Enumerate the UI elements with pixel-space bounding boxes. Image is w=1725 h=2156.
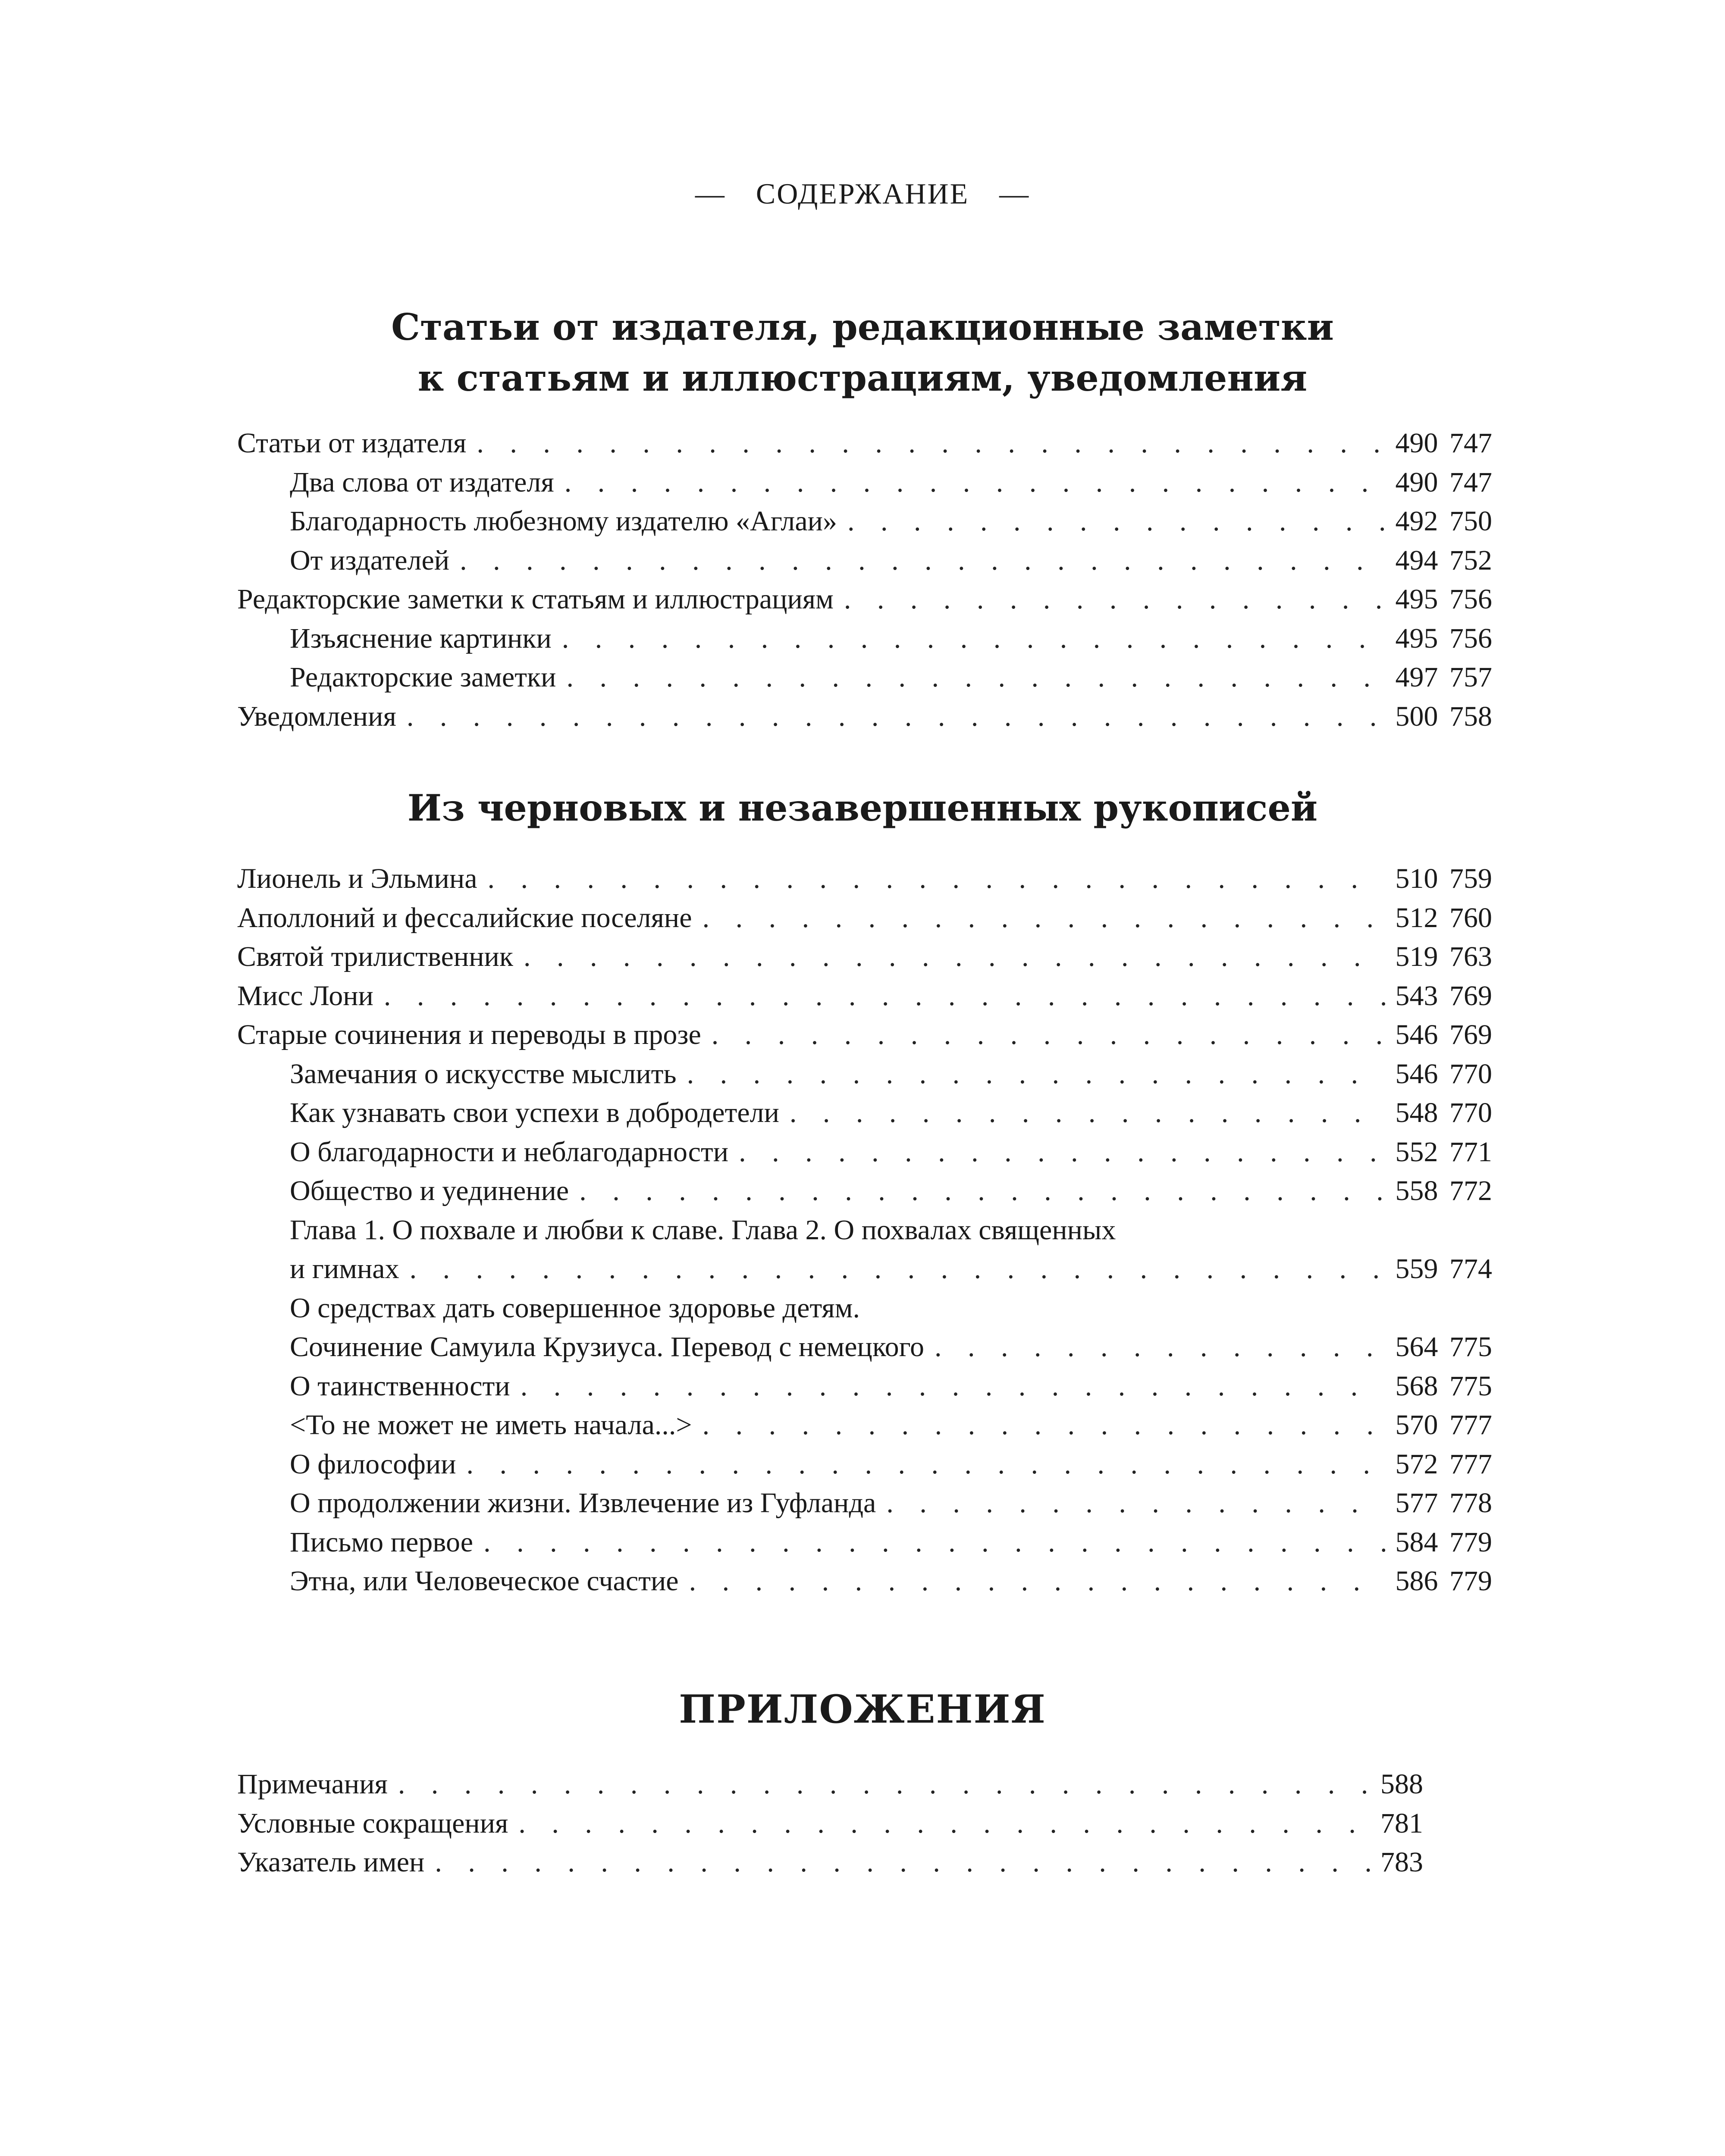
- toc-entry-pages: 495 756: [1395, 622, 1492, 654]
- dot-leader: [477, 427, 1385, 460]
- toc-entry[interactable]: [237, 1846, 1492, 1885]
- toc-entry[interactable]: [237, 1136, 1492, 1175]
- toc-entry-label: О философии: [290, 1448, 456, 1480]
- toc-entry-label: Статьи от издателя: [237, 427, 467, 459]
- toc-entry[interactable]: [237, 980, 1492, 1019]
- section1-title-line1: Статьи от издателя, редакционные заметки: [391, 306, 1334, 348]
- toc-entry[interactable]: [237, 661, 1492, 700]
- toc-entry-pages: 548 770: [1395, 1097, 1492, 1128]
- toc-entry-pages: 577 778: [1395, 1487, 1492, 1519]
- toc-entry-pages: 568 775: [1395, 1370, 1492, 1402]
- dot-leader: [566, 661, 1385, 694]
- dot-leader: [467, 1448, 1385, 1481]
- dot-leader: [518, 1807, 1370, 1840]
- dot-leader: [703, 1409, 1385, 1442]
- toc-entry[interactable]: [237, 862, 1492, 902]
- dot-leader: [524, 940, 1385, 973]
- toc-entry-label: Изъяснение картинки: [290, 622, 552, 654]
- toc-entry-label: Два слова от издателя: [290, 466, 554, 498]
- running-head-dash-left: —: [695, 177, 726, 210]
- toc-entry-pages: 586 779: [1395, 1565, 1492, 1597]
- toc-entry-pages: 494 752: [1395, 544, 1492, 576]
- toc-entry[interactable]: [237, 902, 1492, 941]
- dot-leader: [565, 466, 1385, 499]
- toc-entry-label: Общество и уединение: [290, 1175, 569, 1206]
- toc-entry-label: Аполлоний и фессалийские поселяне: [237, 902, 692, 934]
- toc-entry-label: Как узнавать свои успехи в добродетели: [290, 1097, 779, 1128]
- toc-entry-label: <То не может не иметь начала...>: [290, 1409, 692, 1441]
- dot-leader: [435, 1846, 1370, 1879]
- section1-title: [0, 302, 1725, 404]
- toc-entry[interactable]: [237, 700, 1492, 740]
- toc-entry[interactable]: [237, 1097, 1492, 1136]
- toc-entry-pages: 492 750: [1395, 505, 1492, 537]
- toc-entry-pages: 558 772: [1395, 1175, 1492, 1206]
- dot-leader: [790, 1097, 1385, 1129]
- running-head: [0, 177, 1725, 211]
- toc-entry-label: Старые сочинения и переводы в прозе: [237, 1019, 701, 1050]
- toc-entry-label: Редакторские заметки к статьям и иллюстрациям: [237, 583, 834, 615]
- toc-entry-label: Редакторские заметки: [290, 661, 556, 693]
- toc-entry-pages: 570 777: [1395, 1409, 1492, 1441]
- toc-entry[interactable]: [237, 622, 1492, 661]
- toc-entry-label: Благодарность любезному издателю «Аглаи»: [290, 505, 837, 537]
- toc-entry-label: Уведомления: [237, 700, 396, 732]
- toc-entry[interactable]: [237, 1018, 1492, 1058]
- toc-entry-label: Замечания о искусстве мыслить: [290, 1058, 677, 1090]
- section2-title: Из черновых и незавершенных рукописей: [407, 787, 1318, 829]
- toc-entry-label-line1[interactable]: Глава 1. О похвале и любви к славе. Глава 2. О похвалах священных: [290, 1214, 1116, 1246]
- dot-leader: [689, 1565, 1385, 1598]
- toc-entry-pages: 584 779: [1395, 1526, 1492, 1558]
- toc-entry-label: Указатель имен: [237, 1846, 425, 1878]
- toc-entry-pages: 546 770: [1395, 1058, 1492, 1090]
- toc-entry[interactable]: [237, 1807, 1492, 1846]
- toc-entry[interactable]: [237, 427, 1492, 466]
- toc-entry[interactable]: [237, 1253, 1492, 1292]
- toc-entry-label: Лионель и Эльмина: [237, 863, 477, 894]
- toc-entry-label: О продолжении жизни. Извлечение из Гуфланда: [290, 1487, 876, 1519]
- toc-entry-label: Сочинение Самуила Крузиуса. Перевод с немецкого: [290, 1331, 925, 1363]
- dot-leader: [562, 622, 1385, 655]
- dot-leader: [847, 505, 1385, 538]
- section1-list: [237, 427, 1492, 739]
- toc-entry-label: Святой трилиственник: [237, 941, 513, 972]
- section3-list: [237, 1768, 1492, 1885]
- toc-entry-pages: 783: [1380, 1846, 1423, 1878]
- toc-entry-label: Условные сокращения: [237, 1807, 508, 1839]
- dot-leader: [384, 980, 1385, 1012]
- toc-entry[interactable]: [237, 1487, 1492, 1526]
- dot-leader: [739, 1136, 1385, 1169]
- toc-entry-pages: 490 747: [1395, 466, 1492, 498]
- toc-entry[interactable]: [237, 1058, 1492, 1097]
- toc-entry[interactable]: [237, 1768, 1492, 1807]
- toc-entry-label: Этна, или Человеческое счастие: [290, 1565, 679, 1597]
- toc-entry-label-line1[interactable]: О средствах дать совершенное здоровье детям.: [290, 1292, 860, 1324]
- toc-entry-pages: 490 747: [1395, 427, 1492, 459]
- toc-entry[interactable]: [237, 1331, 1492, 1370]
- toc-entry-pages: 572 777: [1395, 1448, 1492, 1480]
- dot-leader: [521, 1370, 1385, 1403]
- toc-entry-label: От издателей: [290, 544, 450, 576]
- toc-entry-pages: 564 775: [1395, 1331, 1492, 1363]
- toc-entry-label: О таинственности: [290, 1370, 510, 1402]
- toc-entry-pages: 552 771: [1395, 1136, 1492, 1168]
- toc-entry[interactable]: [237, 583, 1492, 622]
- toc-entry-label: и гимнах: [290, 1253, 399, 1285]
- section2-list: [237, 862, 1492, 1604]
- toc-entry-pages: 495 756: [1395, 583, 1492, 615]
- toc-entry-pages: 512 760: [1395, 902, 1492, 934]
- toc-entry-pages: 519 763: [1395, 941, 1492, 972]
- toc-entry[interactable]: [237, 1175, 1492, 1214]
- toc-entry-label: О благодарности и неблагодарности: [290, 1136, 729, 1168]
- dot-leader: [398, 1768, 1370, 1801]
- running-head-dash-right: —: [999, 177, 1030, 210]
- toc-entry[interactable]: [237, 466, 1492, 505]
- dot-leader: [579, 1175, 1385, 1207]
- toc-entry-pages: 559 774: [1395, 1253, 1492, 1285]
- toc-entry[interactable]: [237, 544, 1492, 583]
- dot-leader: [935, 1331, 1385, 1363]
- toc-entry[interactable]: [237, 1448, 1492, 1487]
- toc-entry[interactable]: [237, 1565, 1492, 1604]
- toc-entry-label: Примечания: [237, 1768, 388, 1800]
- toc-entry-pages: 510 759: [1395, 863, 1492, 894]
- toc-entry[interactable]: [237, 1526, 1492, 1565]
- toc-entry-pages: 500 758: [1395, 700, 1492, 732]
- section3-title: ПРИЛОЖЕНИЯ: [679, 1686, 1046, 1732]
- toc-entry-pages: 588: [1380, 1768, 1423, 1800]
- dot-leader: [687, 1058, 1385, 1091]
- toc-entry[interactable]: [237, 1409, 1492, 1448]
- toc-entry-pages: 497 757: [1395, 661, 1492, 693]
- toc-entry[interactable]: [237, 505, 1492, 544]
- dot-leader: [712, 1018, 1385, 1051]
- toc-entry-pages: 781: [1380, 1807, 1423, 1839]
- dot-leader: [703, 902, 1385, 934]
- dot-leader: [410, 1253, 1385, 1285]
- section1-title-line2: к статьям и иллюстрациям, уведомления: [417, 357, 1308, 399]
- toc-entry-pages: 543 769: [1395, 980, 1492, 1012]
- dot-leader: [407, 700, 1385, 733]
- toc-entry[interactable]: [237, 940, 1492, 980]
- running-head-title: СОДЕРЖАНИЕ: [756, 177, 969, 210]
- toc-entry-pages: 546 769: [1395, 1019, 1492, 1050]
- dot-leader: [460, 544, 1385, 577]
- toc-entry-label: Мисс Лони: [237, 980, 373, 1012]
- dot-leader: [488, 862, 1385, 895]
- dot-leader: [844, 583, 1385, 616]
- dot-leader: [483, 1526, 1385, 1559]
- toc-entry-label: Письмо первое: [290, 1526, 474, 1558]
- dot-leader: [886, 1487, 1385, 1520]
- toc-entry[interactable]: [237, 1370, 1492, 1409]
